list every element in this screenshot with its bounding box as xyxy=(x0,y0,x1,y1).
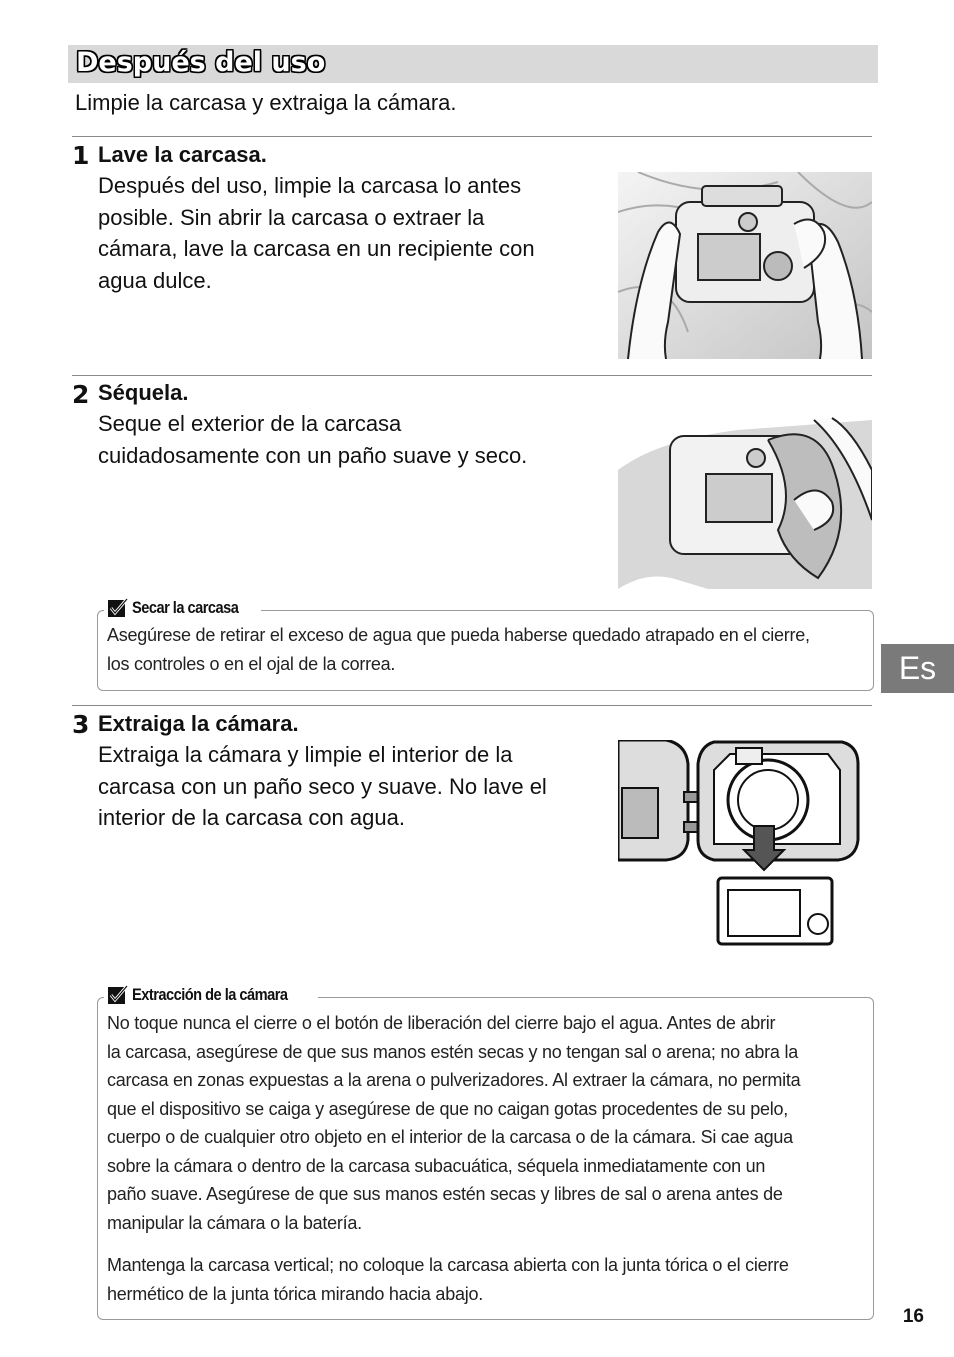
note-removal-box xyxy=(97,985,874,1320)
step-body: Extraiga la cámara y limpie el interior de la carcasa con un paño seco y suave. No lave el interior de la carcasa con agua. xyxy=(98,742,547,830)
step-title: Lave la carcasa. xyxy=(98,142,267,167)
step-number: 3 xyxy=(72,710,90,739)
note-drying-box xyxy=(97,598,874,691)
divider xyxy=(72,705,872,706)
step-number: 1 xyxy=(72,141,90,170)
intro-text: Limpie la carcasa y extraiga la cámara. xyxy=(75,90,457,115)
remove-camera-illustration xyxy=(618,740,860,946)
washing-housing-illustration xyxy=(618,172,872,359)
note-heading-label: Extracción de la cámara xyxy=(132,985,288,1004)
note-text: No toque nunca el cierre o el botón de liberación del cierre bajo el agua. Antes de abrir la carcasa, asegúrese de que sus manos estén secas y no tengan sal o arena; no abra la carcasa en zonas expuestas a la arena o pulverizadores. Al extraer la cámara, no permita que el dispositivo se caiga y asegúrese de que no caigan gotas procedentes de su pelo, cuerpo o de cualquier otro objeto en el interior de la carcasa o de la cámara. Si cae agua sobre la cámara o dentro de la carcasa subacuática, séquela inmediatamente con un paño suave. Asegúrese de que sus manos estén secas y libres de sal o arena antes de manipular la cámara o la batería. Mantenga la carcasa vertical; no coloque la carcasa abierta con la junta tórica o el cierre hermético de la junta tórica mirando hacia abajo. xyxy=(107,1013,801,1304)
divider xyxy=(72,136,872,137)
step-number: 2 xyxy=(72,380,90,409)
drying-housing-illustration xyxy=(618,410,872,589)
step-body: Después del uso, limpie la carcasa lo antes posible. Sin abrir la carcasa o extraer la cámara, lave la carcasa en un recipiente con agua dulce. xyxy=(98,173,535,293)
step-title: Extraiga la cámara. xyxy=(98,711,299,736)
language-tab: Es xyxy=(881,644,954,693)
section-title-bar xyxy=(68,45,878,83)
step-body: Seque el exterior de la carcasa cuidadosamente con un paño suave y seco. xyxy=(98,411,528,468)
page-title: Después del uso xyxy=(76,47,326,78)
checkmark-icon xyxy=(107,985,129,1005)
divider xyxy=(72,375,872,376)
note-heading-label: Secar la carcasa xyxy=(132,598,239,617)
page-number: 16 xyxy=(902,1306,924,1327)
checkmark-icon xyxy=(107,598,129,618)
note-heading xyxy=(104,598,261,618)
step-title: Séquela. xyxy=(98,380,189,405)
note-heading xyxy=(104,985,318,1005)
note-text: Asegúrese de retirar el exceso de agua que pueda haberse quedado atrapado en el cierre, los controles o en el ojal de la correa. xyxy=(107,625,810,674)
